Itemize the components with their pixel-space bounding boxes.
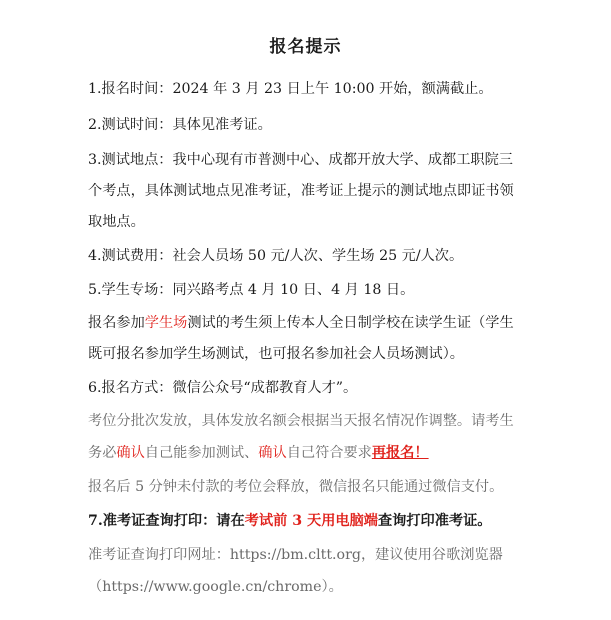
student-note-line-1	[88, 313, 551, 333]
test-location-line-3: 取地点。	[88, 214, 145, 230]
print-url-line-1: 准考证查询打印网址：https://bm.cltt.org，建议使用谷歌浏览器	[88, 547, 503, 563]
page-title: 报名提示	[269, 37, 342, 57]
student-note-line-2: 既可报名参加学生场测试，也可报名参加社会人员场测试）。	[88, 346, 464, 362]
batch-note-text: 自己符合要求	[286, 445, 372, 461]
batch-note-line-1: 考位分批次发放，具体发放名额会根据当天报名情况作调整。请考生	[88, 413, 514, 429]
batch-note-text: 务必	[88, 445, 117, 461]
student-session: 5.学生专场：同兴路考点 4 月 10 日、4 月 18 日。	[88, 282, 415, 298]
test-time: 2.测试时间：具体见准考证。	[88, 117, 272, 133]
confirm-highlight: 确认	[258, 445, 287, 461]
payment-release-note: 报名后 5 分钟未付款的考位会释放，微信报名只能通过微信支付。	[88, 479, 504, 495]
print-deadline-highlight: 考试前 3 天用电脑端	[244, 513, 378, 529]
batch-note-line-2	[88, 443, 551, 463]
signup-method: 6.报名方式：微信公众号“成都教育人才”。	[88, 380, 358, 396]
signup-time: 1.报名时间：2024 年 3 月 23 日上午 10:00 开始，额满截止。	[88, 81, 493, 97]
test-location-line-2: 个考点，具体测试地点见准考证，准考证上提示的测试地点即证书领	[88, 183, 514, 199]
student-note-text: 报名参加	[88, 315, 145, 331]
print-text: 查询打印准考证。	[377, 513, 492, 529]
test-fee: 4.测试费用：社会人员场 50 元/人次、学生场 25 元/人次。	[88, 248, 464, 264]
student-note-text: 测试的考生须上传本人全日制学校在读学生证（学生	[187, 315, 514, 331]
print-text: 7.准考证查询打印：请在	[88, 513, 245, 529]
admission-ticket-print	[88, 511, 551, 531]
test-location-line-1: 3.测试地点：我中心现有市普测中心、成都开放大学、成都工职院三	[88, 152, 513, 168]
batch-note-text: 自己能参加测试、	[144, 445, 259, 461]
confirm-highlight: 确认	[116, 445, 145, 461]
print-url-line-2: （https://www.google.cn/chrome）。	[88, 579, 343, 595]
student-session-highlight: 学生场	[144, 315, 188, 331]
signup-again-highlight: 再报名！	[371, 445, 429, 461]
